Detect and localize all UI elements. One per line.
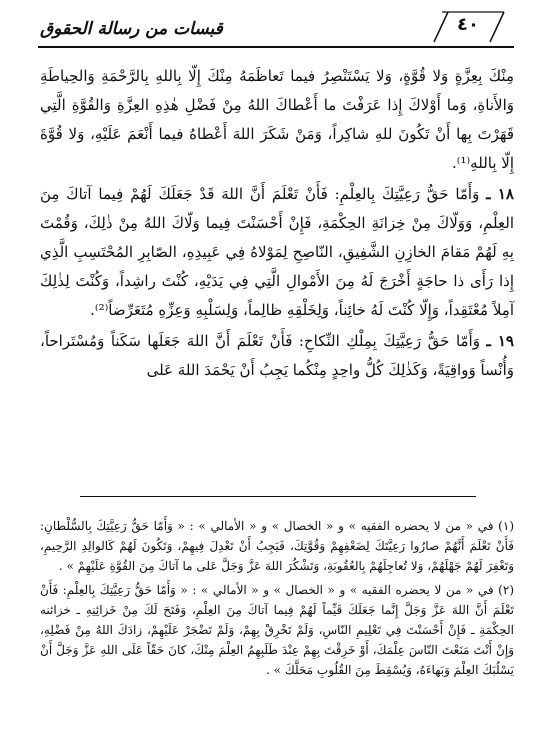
footnotes [40, 516, 514, 684]
paragraph-number: ١٩ ـ [486, 332, 514, 350]
footnote-2: (٢) في « من لا يحضره الفقيه » و « الخصال » و « الأمالي » : « وَأَمّا حَقُّ رَعِيَّتِكَ بِالعِلْمِ: فَأَنْ تَعْلَمَ أَنَّ اللهَ عَزَّ وَجَلَّ إِنَّما جَعَلَكَ قَيِّماً لَهُمْ فِيما آتاكَ مِنَ العِلْمِ، وَفَتَحَ لَكَ مِنْ خَزائِنِهِ ـ خزائنه الحِكْمَةِ ـ فَإِنْ أَحْسَنْتَ فِي تَعْلِيمِ النّاسِ، وَلَمْ تَخْرِقْ بِهِمْ، وَلَمْ تَضْجَرْ عَلَيْهِمْ، زادَكَ اللهُ مِنْ فَضْلِهِ، وَإِنْ أَنْتَ مَنَعْتَ النّاسَ عِلْمَكَ، أَوْ خَرِقْتَ بِهِمْ عِنْدَ طَلَبِهِمُ العِلْمَ مِنْكَ، كانَ حَقّاً عَلَى اللهِ عَزَّ وَجَلَّ أَنْ يَسْلُبَكَ العِلْمَ وَبَهاءَهُ، وَيُسْقِطَ مِنَ القُلُوبِ مَحَلَّكَ » . [40, 583, 514, 677]
main-text [40, 62, 514, 385]
paragraph-18 [40, 180, 514, 325]
page-header [0, 0, 554, 58]
footnote-1: (١) في « من لا يحضره الفقيه » و « الخصال » و « الأمالي » : « وَأَمّا حَقُّ رَعِيَّتِكَ بِالسُّلْطانِ: فَأَنْ تَعْلَمَ أَنَّهُمْ صارُوا رَعِيَّتَكَ لِضَعْفِهِمْ وَقُوَّتِكَ، فَيَجِبُ أَنْ تَعْدِلَ فِيهِمْ، وَتَكُونَ لَهُمْ كَالوالِدِ الرَّحِيمِ، وَتَغْفِرَ لَهُمْ جَهْلَهُمْ، وَلا تُعاجِلَهُمْ بِالعُقُوبَةِ، وَتَشْكُرَ اللهَ عَزَّ وَجَلَّ عَلى ما آتاكَ مِنَ القُوَّةِ عَلَيْهِمْ » . [40, 519, 514, 573]
header-divider [38, 46, 514, 48]
paragraph-number: ١٨ ـ [486, 185, 514, 203]
running-title: قبسات من رسالة الحقوق [40, 19, 223, 39]
paragraph-continuation: مِنْكَ بِعِزَّةٍ وَلا قُوَّةٍ، وَلا يَسْتَنْصِرُ فيما تَعاظَمَهُ مِنْكَ إِلّا بِاللهِ بِالرَّحْمَةِ وَالحِياطَةِ وَالأَناةِ، وَما أَوْلاكَ إِذا عَرَفْتَ ما أَعْطاكَ اللهُ مِنْ فَضْلِ هٰذِهِ العِزَّةِ وَالقُوَّةِ الَّتِي قَهَرْتَ بِها أَنْ تَكُونَ للهِ شاكِراً، وَمَنْ شَكَرَ اللهَ أَعْطاهُ فيما أَنْعَمَ عَلَيْهِ، وَلا قُوَّةَ إِلّا بِاللهِ⁽¹⁾. [40, 67, 514, 172]
paragraph-text: وَأَمّا حَقُّ رَعِيَّتِكَ بِالعِلْمِ: فَأَنْ تَعْلَمَ أَنَّ اللهَ قَدْ جَعَلَكَ لَهُمْ فِيما آتاكَ مِنَ العِلْمِ، وَوَلّاكَ مِنْ خِزانَةِ الحِكْمَةِ، فَإِنْ أَحْسَنْتَ فِيما وَلّاكَ اللهُ مِنْ ذٰلِكَ، وَقُمْتَ بِهِ لَهُمْ مَقامَ الخازِنِ الشَّفِيقِ، النّاصِحِ لِمَوْلاهُ فِي عَبِيدِهِ، الصّابِرِ المُحْتَسِبِ الَّذِي إِذا رَأَى ذا حاجَةٍ أَخْرَجَ لَهُ مِنَ الأَمْوالِ الَّتِي فِي يَدَيْهِ، كُنْتَ راشِداً، وَكُنْتَ لِذٰلِكَ آمِلاً مُعْتَقِداً، وَإِلّا كُنْتَ لَهُ خائِناً، وَلِخَلْقِهِ ظالِماً، وَلِسَلْبِهِ وَعِزِّهِ مُتَعَرِّضاً⁽²⁾. [40, 185, 514, 319]
page-number: ٤٠ [457, 14, 479, 35]
footnote-separator [80, 496, 476, 497]
paragraph-text: وَأَمّا حَقُّ رَعِيَّتِكَ بِمِلْكِ النِّكاحِ: فَأَنْ تَعْلَمَ أَنَّ اللهَ جَعَلَها سَكَناً وَمُسْتَراحاً، وَأُنْساً وَواقِيَةً، وَكَذٰلِكَ كُلُّ واحِدٍ مِنْكُما يَجِبُ أَنْ يَحْمَدَ اللهَ عَلى [40, 332, 514, 379]
paragraph-19 [40, 327, 514, 385]
